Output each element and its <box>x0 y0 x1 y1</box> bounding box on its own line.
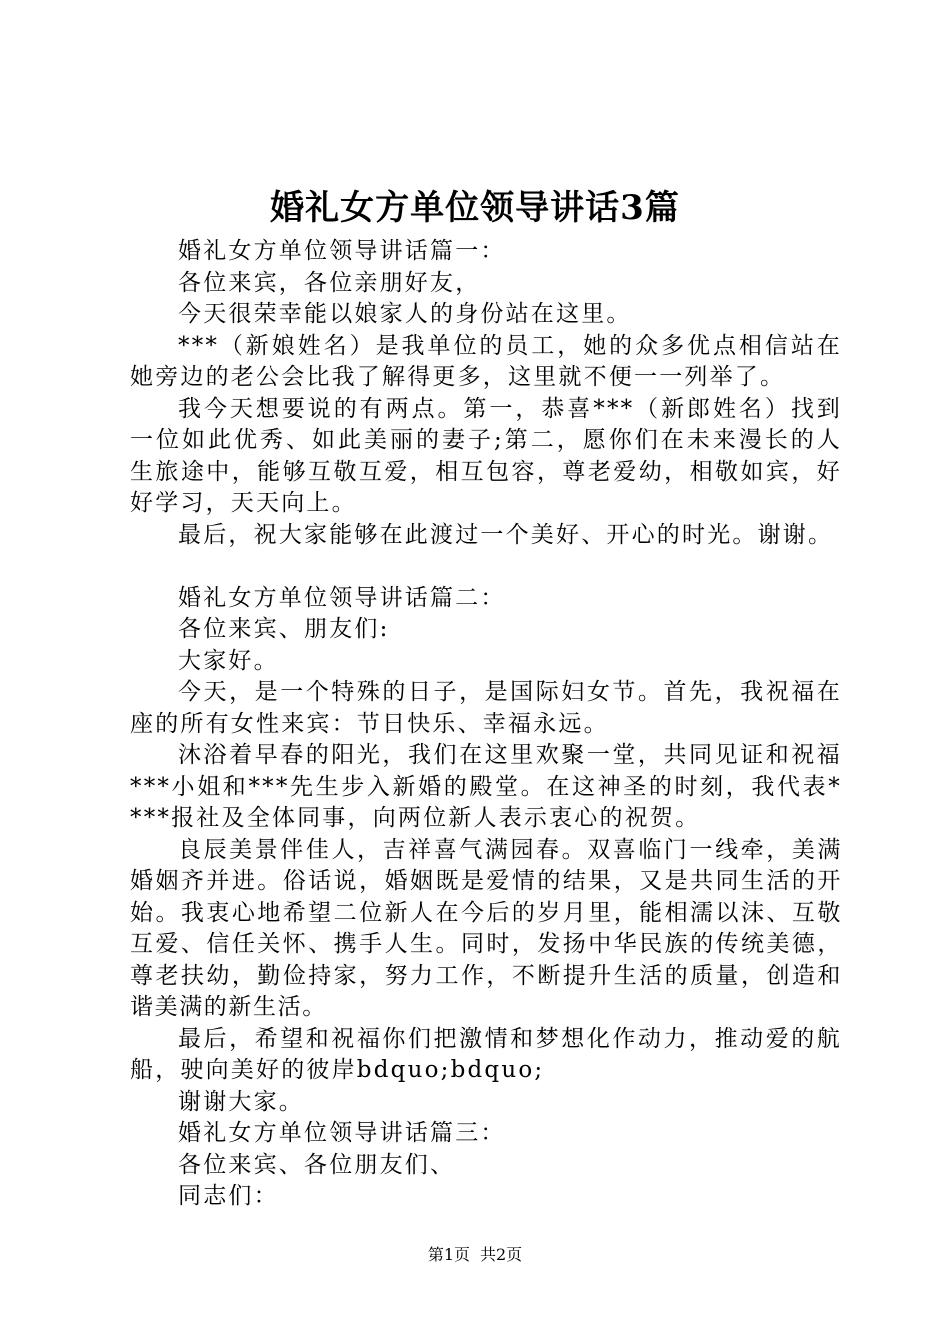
page-footer <box>0 1243 950 1267</box>
paragraph: 最后，希望和祝福你们把激情和梦想化作动力，推动爱的航船，驶向美好的彼岸bdquo;bdquo; <box>130 1025 842 1083</box>
paragraph: 同志们： <box>178 1183 279 1209</box>
document-body <box>130 236 842 1213</box>
paragraph: 大家好。 <box>178 647 279 674</box>
paragraph: 沐浴着早春的阳光，我们在这里欢聚一堂，共同见证和祝福***小姐和***先生步入新婚的殿堂。在这神圣的时刻，我代表****报社及全体同事，向两位新人表示衷心的祝贺。 <box>130 742 842 831</box>
paragraph: 今天，是一个特殊的日子，是国际妇女节。首先，我祝福在座的所有女性来宾：节日快乐、幸福永远。 <box>130 679 842 737</box>
paragraph: 婚礼女方单位领导讲话篇一： <box>178 238 506 264</box>
paragraph: 各位来宾，各位亲朋好友， <box>178 269 481 296</box>
page-total: 共2页 <box>480 1245 523 1264</box>
paragraph: 谢谢大家。 <box>178 1088 304 1115</box>
paragraph: 各位来宾、各位朋友们、 <box>178 1151 456 1178</box>
document-title: 婚礼女方单位领导讲话3篇 <box>270 188 680 228</box>
page-number: 第1页 <box>427 1245 470 1264</box>
paragraph: 我今天想要说的有两点。第一，恭喜***（新郎姓名）找到一位如此优秀、如此美丽的妻子;第二，愿你们在未来漫长的人生旅途中，能够互敬互爱，相互包容，尊老爱幼，相敬如宾，好好学习，天天向上。 <box>130 395 842 516</box>
paragraph: 婚礼女方单位领导讲话篇三： <box>178 1120 506 1146</box>
paragraph-spacer <box>130 551 842 583</box>
paragraph: 各位来宾、朋友们: <box>178 616 390 642</box>
paragraph: 今天很荣幸能以娘家人的身份站在这里。 <box>178 301 632 327</box>
paragraph: 良辰美景伴佳人，吉祥喜气满园春。双喜临门一线牵，美满婚姻齐并进。俗话说，婚姻既是爱情的结果，又是共同生活的开始。我衷心地希望二位新人在今后的岁月里，能相濡以沫、互敬互爱、信任关怀、携手人生。同时，发扬中华民族的传统美德，尊老扶幼，勤俭持家，努力工作，不断提升生活的质量，创造和谐美满的新生活。 <box>130 836 842 1020</box>
paragraph: 最后，祝大家能够在此渡过一个美好、开心的时光。谢谢。 <box>178 521 834 548</box>
paragraph: 婚礼女方单位领导讲话篇二： <box>178 584 506 611</box>
paragraph: ***（新娘姓名）是我单位的员工，她的众多优点相信站在她旁边的老公会比我了解得更多，这里就不便一一列举了。 <box>130 332 842 390</box>
